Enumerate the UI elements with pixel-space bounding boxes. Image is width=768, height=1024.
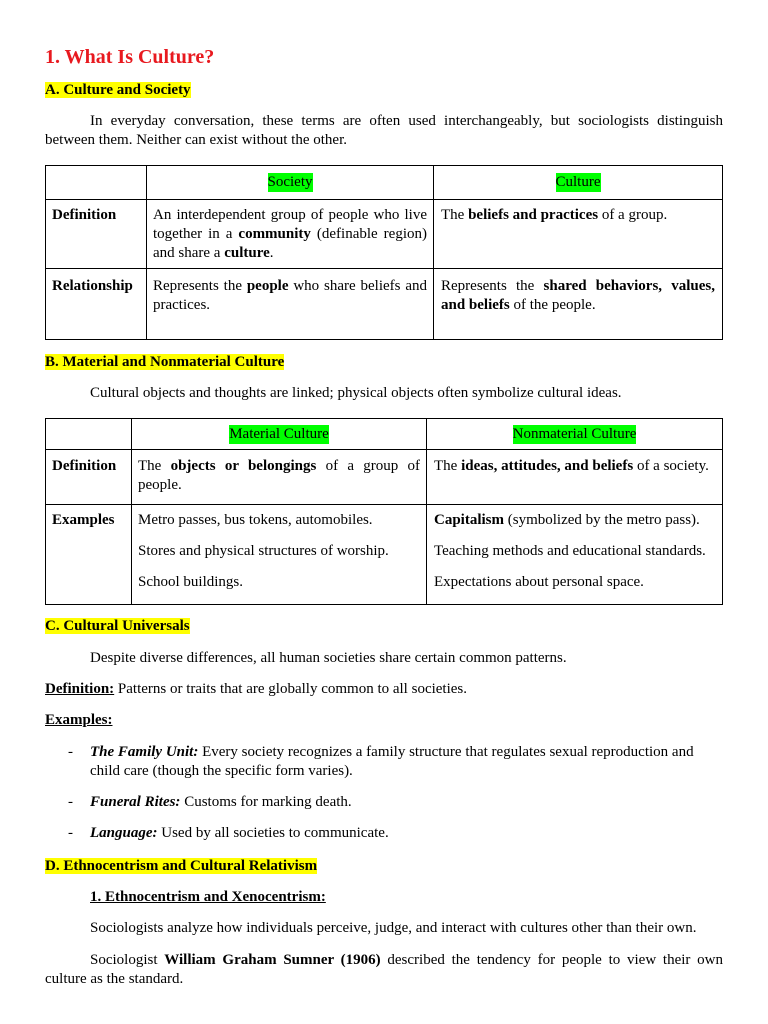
definition-line [45, 680, 723, 699]
section-b-heading-line [45, 353, 723, 372]
list-item-description: Every society recognizes a family structure that regulates sexual reproduction and child care (though the specific form varies). [90, 744, 694, 779]
cell-text: The [138, 458, 171, 474]
example-item: Metro passes, bus tokens, automobiles. [138, 512, 373, 528]
list-item-term: Language: [90, 825, 158, 841]
society-definition-cell [147, 200, 434, 269]
example-item: School buildings. [138, 574, 244, 590]
cell-text-bold: beliefs and practices [468, 207, 599, 223]
cell-text: Represents the [441, 278, 544, 294]
bullet-marker: - [68, 744, 73, 760]
culture-relationship-cell [434, 269, 723, 340]
list-item-text [90, 824, 723, 843]
cell-text: of a group of people. [138, 458, 420, 493]
subsection-heading-line [90, 888, 723, 907]
paragraph-text: described the tendency for people to view their own culture as the standard. [45, 952, 723, 987]
cell-text-bold: ideas, attitudes, and beliefs [461, 458, 634, 474]
cell-text: Represents the [153, 278, 247, 294]
nonmaterial-definition-cell [427, 450, 723, 505]
column-header-label: Nonmaterial Culture [512, 425, 637, 442]
page-title: 1. What Is Culture? [45, 46, 215, 68]
section-c-heading-line [45, 617, 723, 636]
list-item-term: The Family Unit: [90, 744, 199, 760]
list-item [68, 793, 723, 812]
cell-text: . [269, 245, 274, 261]
row-label-definition: Definition [46, 200, 147, 269]
section-a-intro: In everyday conversation, these terms are often used interchangeably, but sociologists distinguish between them. Neither can exist without the other. [45, 113, 723, 148]
bullet-marker: - [68, 825, 73, 841]
list-item-description: Used by all societies to communicate. [157, 825, 389, 841]
column-header-material [132, 419, 427, 450]
examples-label: Examples: [45, 712, 113, 728]
section-d-paragraph-2 [45, 951, 723, 989]
row-label-definition: Definition [46, 450, 132, 505]
paragraph-text: Sociologist [90, 952, 165, 968]
table-corner-cell [46, 166, 147, 200]
section-d-heading-line [45, 857, 723, 876]
material-definition-cell [132, 450, 427, 505]
list-item-description: Customs for marking death. [180, 794, 352, 810]
example-item: Teaching methods and educational standards. [434, 543, 706, 559]
row-label-relationship: Relationship [46, 269, 147, 340]
subsection-heading: 1. Ethnocentrism and Xenocentrism: [90, 889, 326, 905]
cell-text-bold: community [238, 226, 311, 242]
definition-label: Definition: [45, 681, 115, 697]
cell-text: An interdependent group of people who live together in a [153, 207, 427, 242]
list-item-text [90, 743, 723, 781]
cell-text-bold: culture [224, 245, 270, 261]
list-item [68, 824, 723, 843]
example-item [434, 511, 715, 530]
society-culture-table [45, 165, 723, 340]
definition-text: Patterns or traits that are globally common to all societies. [114, 681, 468, 697]
example-item: Stores and physical structures of worship. [138, 543, 389, 559]
cell-text: (definable region) and share a [153, 226, 427, 261]
column-header-society [147, 166, 434, 200]
cell-text: The [434, 458, 462, 474]
cell-text-bold: shared behaviors, values, and beliefs [441, 278, 715, 313]
column-header-label: Society [267, 174, 313, 190]
bullet-marker: - [68, 794, 73, 810]
example-item: Expectations about personal space. [434, 574, 644, 590]
section-d-heading: D. Ethnocentrism and Cultural Relativism [45, 858, 318, 874]
cell-text: who share beliefs and practices. [153, 278, 427, 313]
column-header-label: Culture [555, 174, 601, 190]
examples-heading-line [45, 711, 723, 730]
column-header-culture [434, 166, 723, 200]
column-header-label: Material Culture [229, 425, 329, 442]
section-b-heading: B. Material and Nonmaterial Culture [45, 354, 285, 370]
section-c-intro: Despite diverse differences, all human societies share certain common patterns. [90, 650, 567, 666]
cell-text: of a group. [598, 207, 668, 223]
cell-text-bold: people [246, 278, 289, 294]
cell-text: of the people. [509, 297, 596, 313]
material-nonmaterial-table [45, 418, 723, 605]
cell-text-bold: objects or belongings [170, 458, 317, 474]
society-relationship-cell [147, 269, 434, 340]
example-item-text: (symbolized by the metro pass). [504, 512, 700, 528]
section-b-intro: Cultural objects and thoughts are linked; physical objects often symbolize cultural ideas. [90, 385, 622, 401]
section-a-heading: A. Culture and Society [45, 82, 191, 98]
table-corner-cell [46, 419, 132, 450]
list-item-term: Funeral Rites: [90, 794, 181, 810]
culture-definition-cell [434, 200, 723, 269]
row-label-examples: Examples [46, 505, 132, 605]
cell-text: of a society. [633, 458, 709, 474]
column-header-nonmaterial [427, 419, 723, 450]
section-c-heading: C. Cultural Universals [45, 618, 190, 634]
list-item-text [90, 793, 723, 812]
section-d-paragraph-1: Sociologists analyze how individuals perceive, judge, and interact with cultures other than their own. [90, 920, 697, 936]
section-a-heading-line [45, 81, 723, 100]
example-item-bold: Capitalism [434, 512, 505, 528]
paragraph-text-bold: William Graham Sumner (1906) [164, 952, 381, 968]
material-examples-cell [132, 505, 427, 605]
nonmaterial-examples-cell [427, 505, 723, 605]
list-item [68, 743, 723, 781]
cell-text: The [441, 207, 469, 223]
